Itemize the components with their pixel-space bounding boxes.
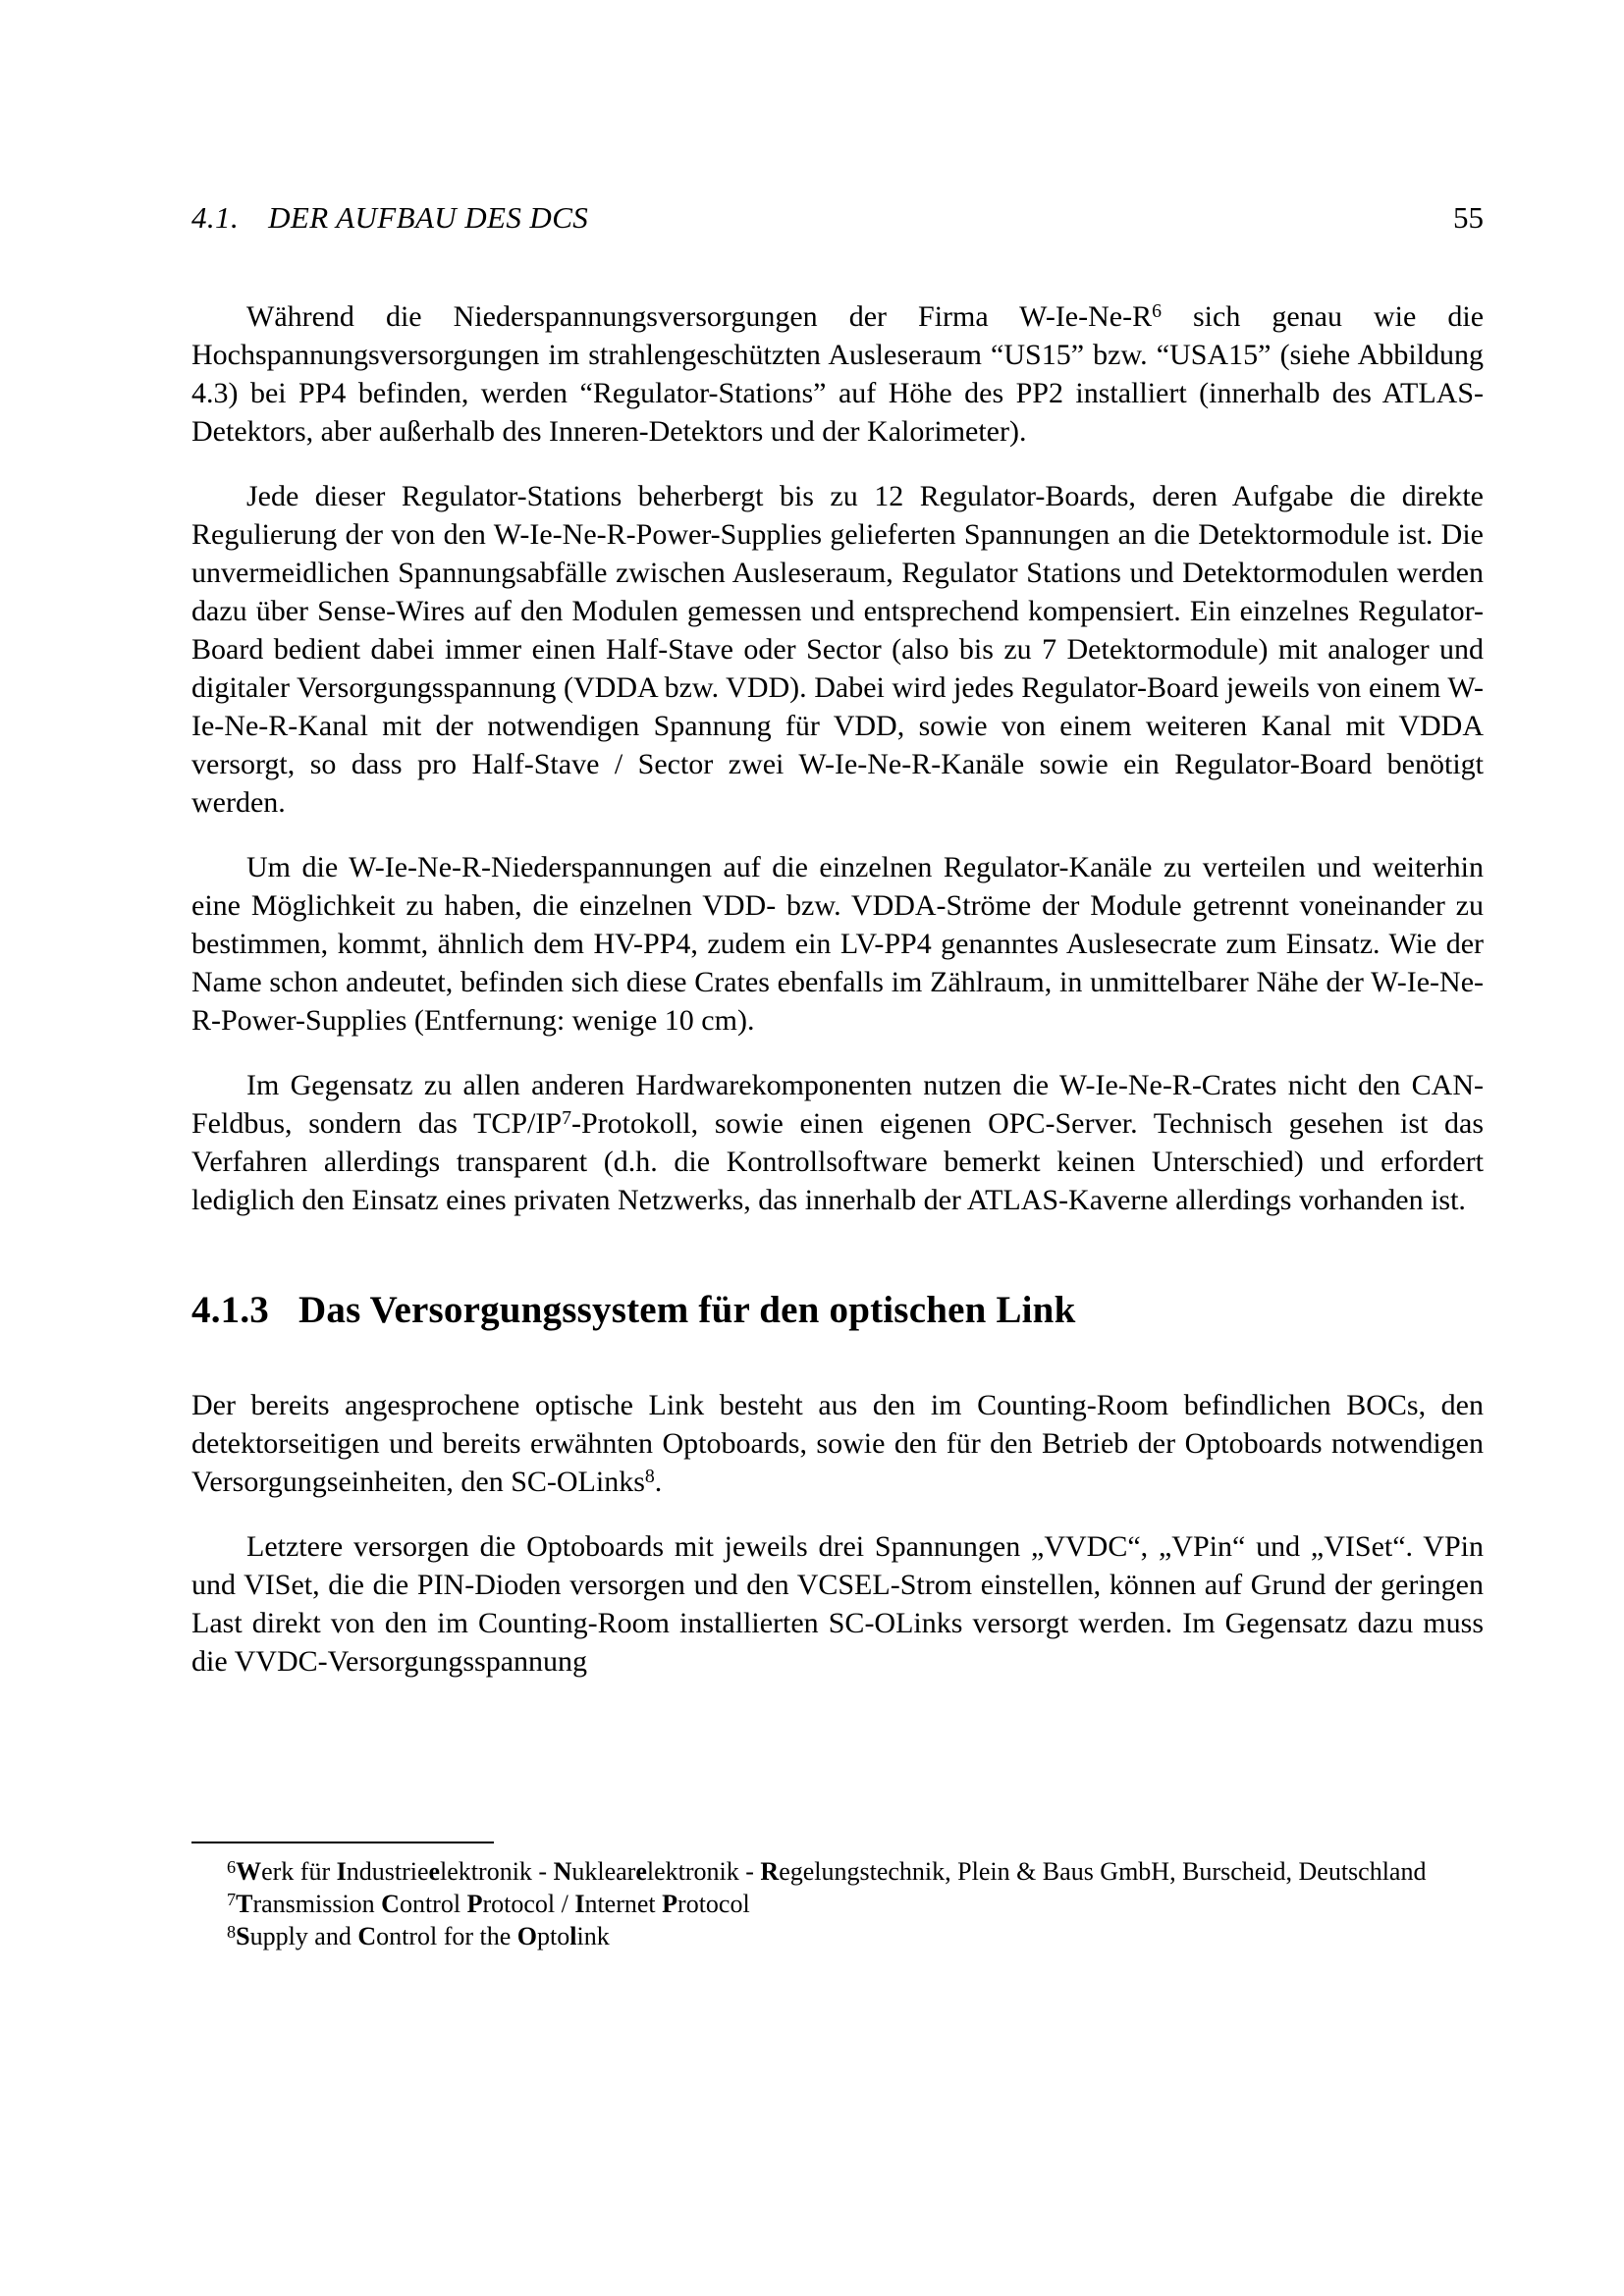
footnote-ref: 6 xyxy=(1152,300,1162,323)
footnote: $^6$Werk für Industrieelektronik - Nuklearelektronik - Regelungstechnik, Plein & Baus GmbH, Burscheid, Deutschland xyxy=(227,1856,1427,1886)
subsection-title: Das Versorgungssystem für den optischen Link xyxy=(298,1289,1076,1331)
footnote-area xyxy=(191,1842,1484,1952)
page-body xyxy=(191,297,1484,1707)
paragraph: Der bereits angesprochene optische Link besteht aus den im Counting-Room befindlichen BOCs, den detektorseitigen und bereits erwähnten Optoboards, sowie den für den Betrieb der Optoboards notwendigen Versorgungseinheiten, den SC-OLinks$^8$. xyxy=(191,1389,1484,1498)
paragraph: Während die Niederspannungsversorgungen der Firma W-Ie-Ne-R$^6$ sich genau wie die Hochspannungsversorgungen im strahlengeschützten Ausleseraum “US15” bzw. “USA15” (siehe Abbildung 4.3) bei PP4 befinden, werden “Regulator-Stations” auf Höhe des PP2 installiert (innerhalb des ATLAS-Detektors, aber außerhalb des Inneren-Detektors und der Kalorimeter). xyxy=(191,300,1485,448)
subsection-heading xyxy=(191,1288,1484,1333)
footnote: $^7$Transmission Control Protocol / Internet Protocol xyxy=(227,1889,750,1918)
footnote-ref: 8 xyxy=(644,1466,655,1488)
paragraph: Um die W-Ie-Ne-R-Niederspannungen auf die einzelnen Regulator-Kanäle zu verteilen und weiterhin eine Möglichkeit zu haben, die einzelnen VDD- bzw. VDDA-Ströme der Module getrennt voneinander zu bestimmen, kommt, ähnlich dem HV-PP4, zudem ein LV-PP4 genanntes Auslesecrate zum Einsatz. Wie der Name schon andeutet, befinden sich diese Crates ebenfalls im Zählraum, in unmittelbarer Nähe der W-Ie-Ne-R-Power-Supplies (Entfernung: wenige 10 cm). xyxy=(191,851,1484,1037)
running-head xyxy=(191,200,1484,236)
footnote-ref: 7 xyxy=(562,1107,571,1130)
footnote-marker: 8 xyxy=(227,1921,237,1942)
footnote-list xyxy=(191,1855,1484,1952)
paragraph: Jede dieser Regulator-Stations beherbergt bis zu 12 Regulator-Boards, deren Aufgabe die direkte Regulierung der von den W-Ie-Ne-R-Power-Supplies gelieferten Spannungen an die Detektormodule ist. Die unvermeidlichen Spannungsabfälle zwischen Ausleseraum, Regulator Stations und Detektormodulen werden dazu über Sense-Wires auf den Modulen gemessen und entsprechend kompensiert. Ein einzelnes Regulator-Board bedient dabei immer einen Half-Stave oder Sector (also bis zu 7 Detektormodule) mit analoger und digitaler Versorgungsspannung (VDDA bzw. VDD). Dabei wird jedes Regulator-Board jeweils von einem W-Ie-Ne-R-Kanal mit der notwendigen Spannung für VDD, sowie von einem weiteren Kanal mit VDDA versorgt, so dass pro Half-Stave / Sector zwei W-Ie-Ne-R-Kanäle sowie ein Regulator-Board benötigt werden. xyxy=(191,480,1484,819)
running-head-section-title: DER AUFBAU DES DCS xyxy=(268,200,589,235)
paragraph: Letztere versorgen die Optoboards mit jeweils drei Spannungen „VVDC“, „VPin“ und „VISet“. VPin und VISet, die die PIN-Dioden versorgen und den VCSEL-Strom einstellen, können auf Grund der geringen Last direkt von den im Counting-Room installierten SC-OLinks versorgt werden. Im Gegensatz dazu muss die VVDC-Versorgungsspannung xyxy=(191,1530,1484,1678)
paragraph: Im Gegensatz zu allen anderen Hardwarekomponenten nutzen die W-Ie-Ne-R-Crates nicht den CAN-Feldbus, sondern das TCP/IP$^7$-Protokoll, sowie einen eigenen OPC-Server. Technisch gesehen ist das Verfahren allerdings transparent (d.h. die Kontrollsoftware bemerkt keinen Unterschied) und erfordert lediglich den Einsatz eines privaten Netzwerks, das innerhalb der ATLAS-Kaverne allerdings vorhanden ist. xyxy=(191,1069,1485,1216)
page-number: 55 xyxy=(1453,200,1484,235)
footnote-rule xyxy=(191,1842,494,1843)
running-head-title xyxy=(191,200,588,236)
running-head-section-number: 4.1. xyxy=(191,200,240,235)
footnote-marker: 7 xyxy=(227,1889,237,1909)
footnote-marker: 6 xyxy=(227,1856,237,1877)
subsection-number: 4.1.3 xyxy=(191,1289,269,1331)
footnote: $^8$Supply and Control for the Optolink xyxy=(227,1921,610,1950)
